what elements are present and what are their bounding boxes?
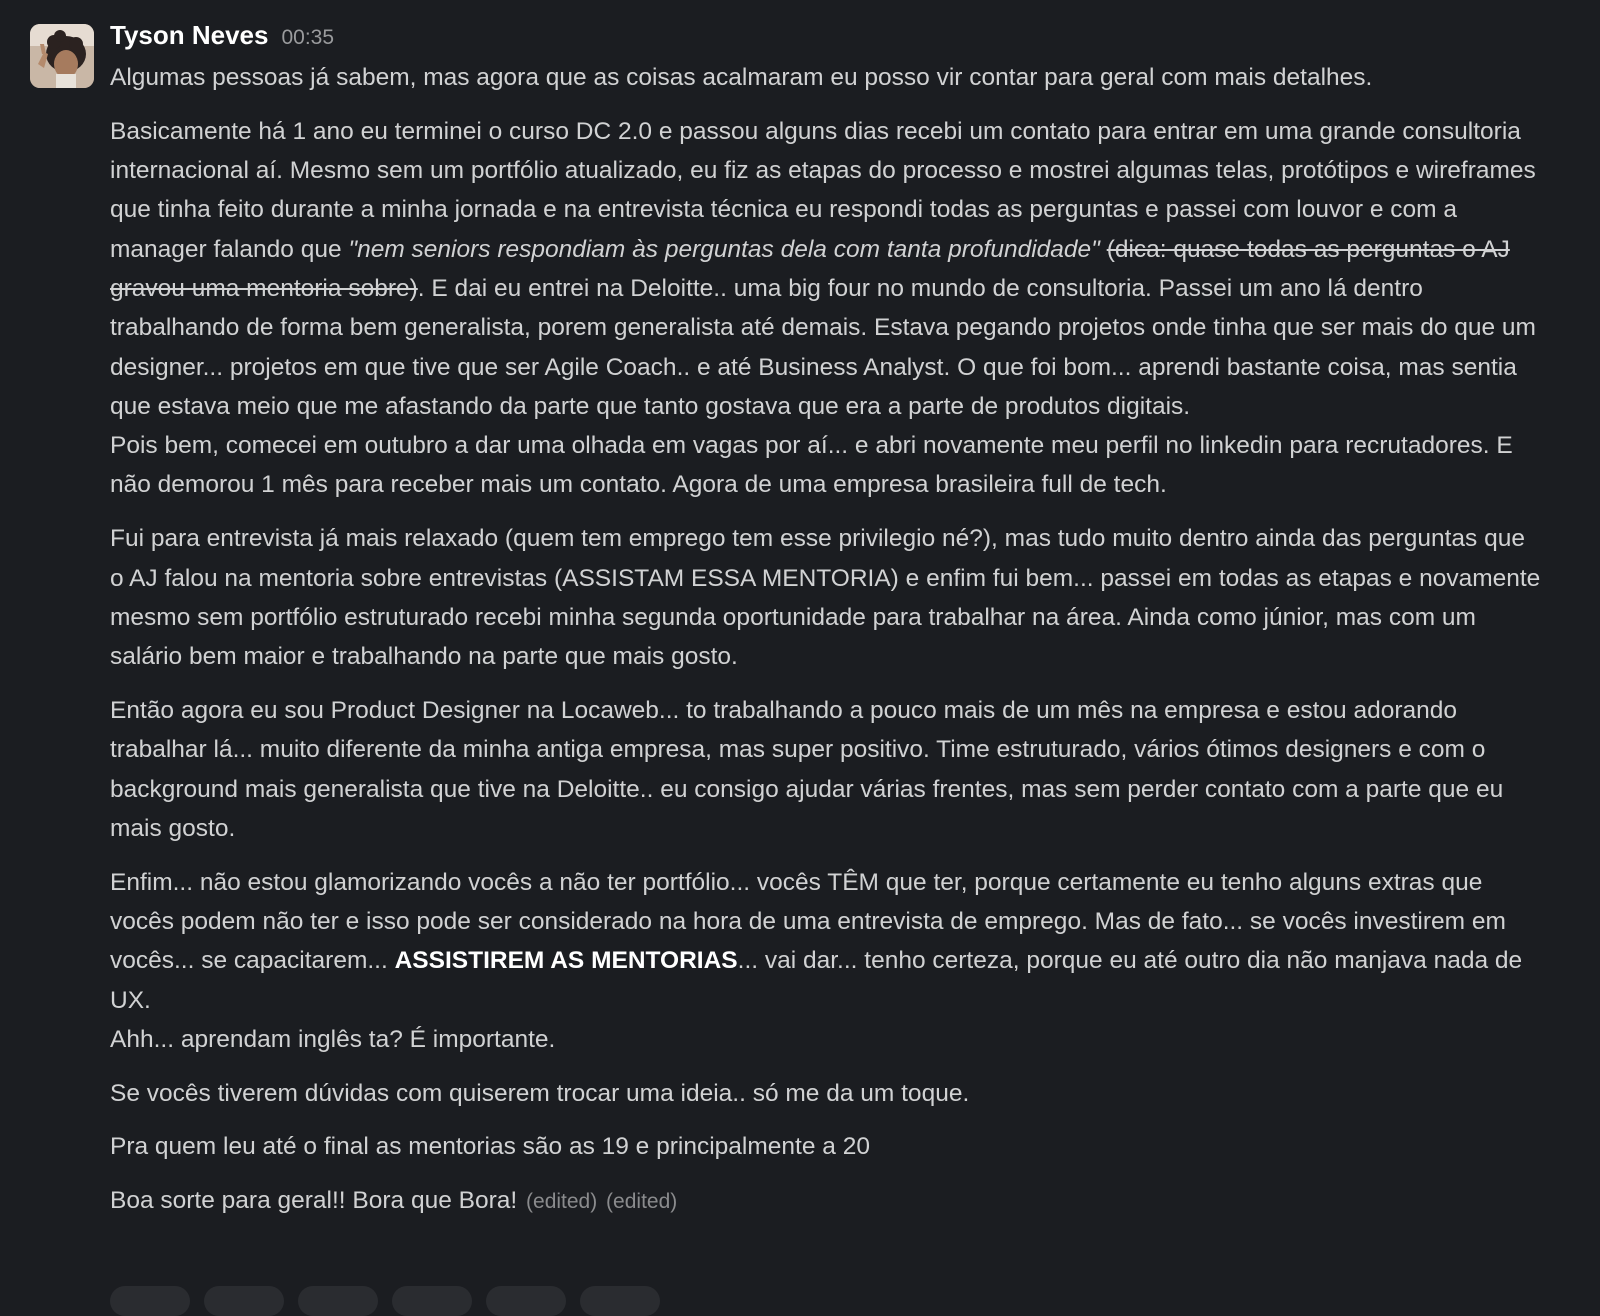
- message-text: Se vocês tiverem dúvidas com quiserem trocar uma ideia.. só me da um toque.: [110, 1079, 970, 1107]
- reaction-pill[interactable]: [298, 1286, 378, 1316]
- reaction-pill[interactable]: [392, 1286, 472, 1316]
- message-text: Boa sorte para geral!! Bora que Bora!: [110, 1187, 518, 1215]
- edited-label: (edited): [526, 1190, 598, 1214]
- strikethrough-text: (dica: quase todas as perguntas o AJ gravou uma mentoria sobre): [110, 235, 1510, 302]
- quote-text: "nem seniors respondiam às perguntas dela com tanta profundidade": [348, 235, 1100, 263]
- message-text: Ahh... aprendam inglês ta? É importante.: [110, 1025, 556, 1053]
- user-avatar[interactable]: [30, 24, 94, 88]
- message-paragraph: [110, 1181, 1542, 1221]
- message-paragraph: [110, 1127, 1542, 1166]
- message-paragraph: [110, 112, 1542, 505]
- reaction-pill[interactable]: [580, 1286, 660, 1316]
- message-paragraph: [110, 58, 1542, 97]
- message-text: Enfim... não estou glamorizando vocês a não ter portfólio... vocês TÊM que ter, porque certamente eu tenho alguns extras que vocês podem não ter e isso pode ser considerado na hora de uma entrevista de emprego. Mas de fato... se vocês investirem em vocês... se capacitarem...: [110, 868, 1506, 975]
- edited-label: (edited): [606, 1190, 678, 1214]
- message-text: ... vai dar... tenho certeza, porque eu até outro dia não manjava nada de UX.: [110, 947, 1523, 1014]
- reaction-pill[interactable]: [110, 1286, 190, 1316]
- message-paragraph: [110, 863, 1542, 1059]
- reaction-bar: [110, 1286, 660, 1316]
- message-text: Basicamente há 1 ano eu terminei o curso DC 2.0 e passou alguns dias recebi um contato para entrar em uma grande consultoria internacional aí. Mesmo sem um portfólio atualizado, eu fiz as etapas do processo e mostrei algumas telas, protótipos e wireframes que tinha feito durante a minha jornada e na entrevista técnica eu respondi todas as perguntas e passei com louvor e com a manager falando que: [110, 117, 1536, 263]
- message-text: [1100, 236, 1107, 263]
- author-name[interactable]: Tyson Neves: [110, 20, 269, 50]
- message-text: Algumas pessoas já sabem, mas agora que as coisas acalmaram eu posso vir contar para geral com mais detalhes.: [110, 64, 1373, 91]
- message-text: Fui para entrevista já mais relaxado (quem tem emprego tem esse privilegio né?), mas tudo muito dentro ainda das perguntas que o AJ falou na mentoria sobre entrevistas (ASSISTAM ESSA MENTORIA) e enfim fui bem... passei em todas as etapas e novamente mesmo sem portfólio estruturado recebi minha segunda oportunidade para trabalhar na área. Ainda como júnior, mas com um salário bem maior e trabalhando na parte que mais gosto.: [110, 525, 1541, 671]
- message-paragraph: [110, 691, 1542, 848]
- reaction-pill[interactable]: [486, 1286, 566, 1316]
- message-text: Pois bem, comecei em outubro a dar uma olhada em vagas por aí... e abri novamente meu perfil no linkedin para recrutadores. E não demorou 1 mês para receber mais um contato. Agora de uma empresa brasileira full de tech.: [110, 432, 1513, 499]
- bold-text: ASSISTIREM AS MENTORIAS: [394, 947, 738, 975]
- message-timestamp[interactable]: 00:35: [281, 26, 335, 49]
- message-header: [110, 20, 334, 58]
- message-text: Pra quem leu até o final as mentorias são as 19 e principalmente a 20: [110, 1133, 870, 1161]
- message-text: . E dai eu entrei na Deloitte.. uma big four no mundo de consultoria. Passei um ano lá dentro trabalhando de forma bem generalista, porem generalista até demais. Estava pegando projetos onde tinha que ser mais do que um designer... projetos em que tive que ser Agile Coach.. e até Business Analyst. O que foi bom... aprendi bastante coisa, mas sentia que estava meio que me afastando da parte que tanto gostava que era a parte de produtos digitais.: [110, 274, 1536, 420]
- message-paragraph: [110, 1074, 1542, 1113]
- message-text: Então agora eu sou Product Designer na Locaweb... to trabalhando a pouco mais de um mês na empresa e estou adorando trabalhar lá... muito diferente da minha antiga empresa, mas super positivo. Time estruturado, vários ótimos designers e com o background mais generalista que tive na Deloitte.. eu consigo ajudar várias frentes, mas sem perder contato com a parte que eu mais gosto.: [110, 696, 1504, 842]
- message-body: [110, 58, 1542, 1236]
- reaction-pill[interactable]: [204, 1286, 284, 1316]
- avatar-photo-icon: [30, 24, 94, 88]
- message-text: [517, 1187, 524, 1214]
- message-paragraph: [110, 519, 1542, 676]
- message-text: [597, 1187, 604, 1214]
